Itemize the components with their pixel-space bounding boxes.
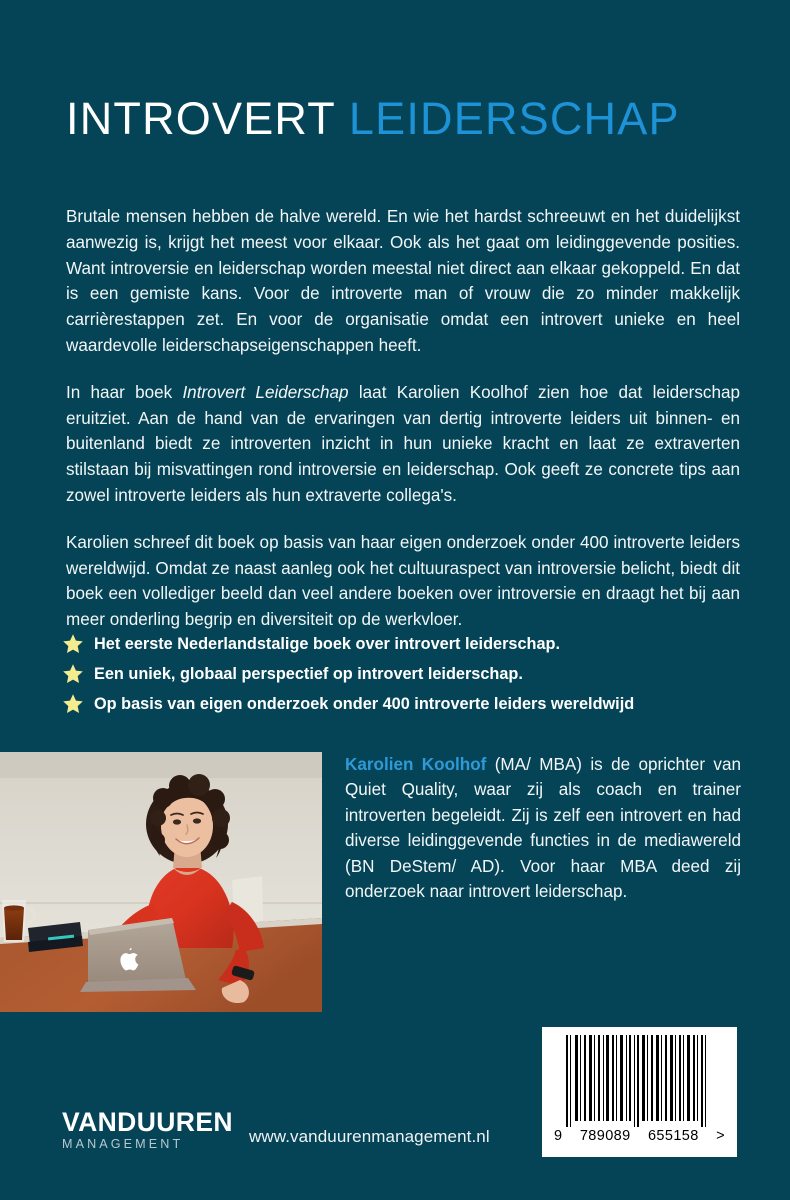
author-bio-text: (MA/ MBA) is de oprichter van Quiet Quality, waar zij als coach en trainer introverten begeleidt. Zij is zelf een introvert en had diverse leidinggevende functies in de mediawereld (BN DeStem/ AD). Voor haar MBA deed zij onderzoek naar introvert leiderschap. xyxy=(345,755,741,902)
publisher-wordmark: VANDUUREN xyxy=(62,1107,233,1137)
page-title xyxy=(66,93,680,144)
author-name: Karolien Koolhof xyxy=(345,755,487,774)
publisher-logo xyxy=(62,1108,232,1151)
isbn-barcode xyxy=(542,1027,737,1157)
list-item xyxy=(62,632,742,656)
key-points-list xyxy=(62,632,742,722)
list-item xyxy=(62,662,742,686)
blurb-paragraph-2 xyxy=(66,380,740,509)
list-item-label: Op basis van eigen onderzoek onder 400 introverte leiders wereldwijd xyxy=(94,695,635,713)
star-icon xyxy=(62,663,84,685)
title-accent: LEIDERSCHAP xyxy=(335,93,680,144)
barcode-lead-digit: 9 xyxy=(554,1128,563,1144)
star-icon xyxy=(62,693,84,715)
barcode-trailing-symbol: > xyxy=(716,1128,725,1144)
blurb-paragraph-1: Brutale mensen hebben de halve wereld. En wie het hardst schreeuwt en het duidelijkst aanwezig is, krijgt het meest voor elkaar. Ook als het gaat om leidinggevende posities. Want introversie en leiderschap worden meestal niet direct aan elkaar gekoppeld. En dat is een gemiste kans. Voor de introverte man of vrouw die zo minder makkelijk carrièrestappen zet. En voor de organisatie omdat een introvert unieke en heel waardevolle leiderschapseigenschappen heeft. xyxy=(66,207,740,355)
publisher-website[interactable]: www.vanduurenmanagement.nl xyxy=(249,1127,490,1146)
blurb-paragraph-3: Karolien schreef dit boek op basis van haar eigen onderzoek onder 400 introverte leiders wereldwijd. Omdat ze naast aanleg ook het cultuuraspect van introversie belicht, biedt dit boek een vollediger beeld dan veel andere boeken over introversie en draagt het bij aan meer onderling begrip en diversiteit op de werkvloer. xyxy=(66,532,740,630)
list-item xyxy=(62,692,742,716)
barcode-group-1: 789089 xyxy=(579,1128,631,1144)
blurb-text xyxy=(66,204,740,633)
author-bio-paragraph xyxy=(345,752,741,904)
blurb-p2-lead: In haar boek xyxy=(66,382,183,402)
publisher-subtitle: MANAGEMENT xyxy=(62,1137,184,1151)
barcode-bars-icon xyxy=(552,1035,727,1127)
author-photo xyxy=(0,752,322,1012)
blurb-p2-rest: laat Karolien Koolhof zien hoe dat leiderschap eruitziet. Aan de hand van de ervaringen van dertig introverte leiders uit binnen- en buitenland biedt ze introverten inzicht in hun unieke kracht en laat ze extraverten stilstaan bij misvattingen rond introversie en leiderschap. Ook geeft ze concrete tips aan zowel introverte leiders als hun extraverte collega's. xyxy=(66,382,740,505)
barcode-group-2: 655158 xyxy=(647,1128,699,1144)
star-icon xyxy=(62,633,84,655)
book-title-italic: Introvert Leiderschap xyxy=(182,382,349,402)
author-photo-illustration xyxy=(0,752,322,1012)
barcode-number xyxy=(552,1127,727,1144)
list-item-label: Een uniek, globaal perspectief op introvert leiderschap. xyxy=(94,665,523,683)
title-main: INTROVERT xyxy=(66,93,336,144)
list-item-label: Het eerste Nederlandstalige boek over introvert leiderschap. xyxy=(94,635,560,653)
author-bio xyxy=(345,752,741,904)
